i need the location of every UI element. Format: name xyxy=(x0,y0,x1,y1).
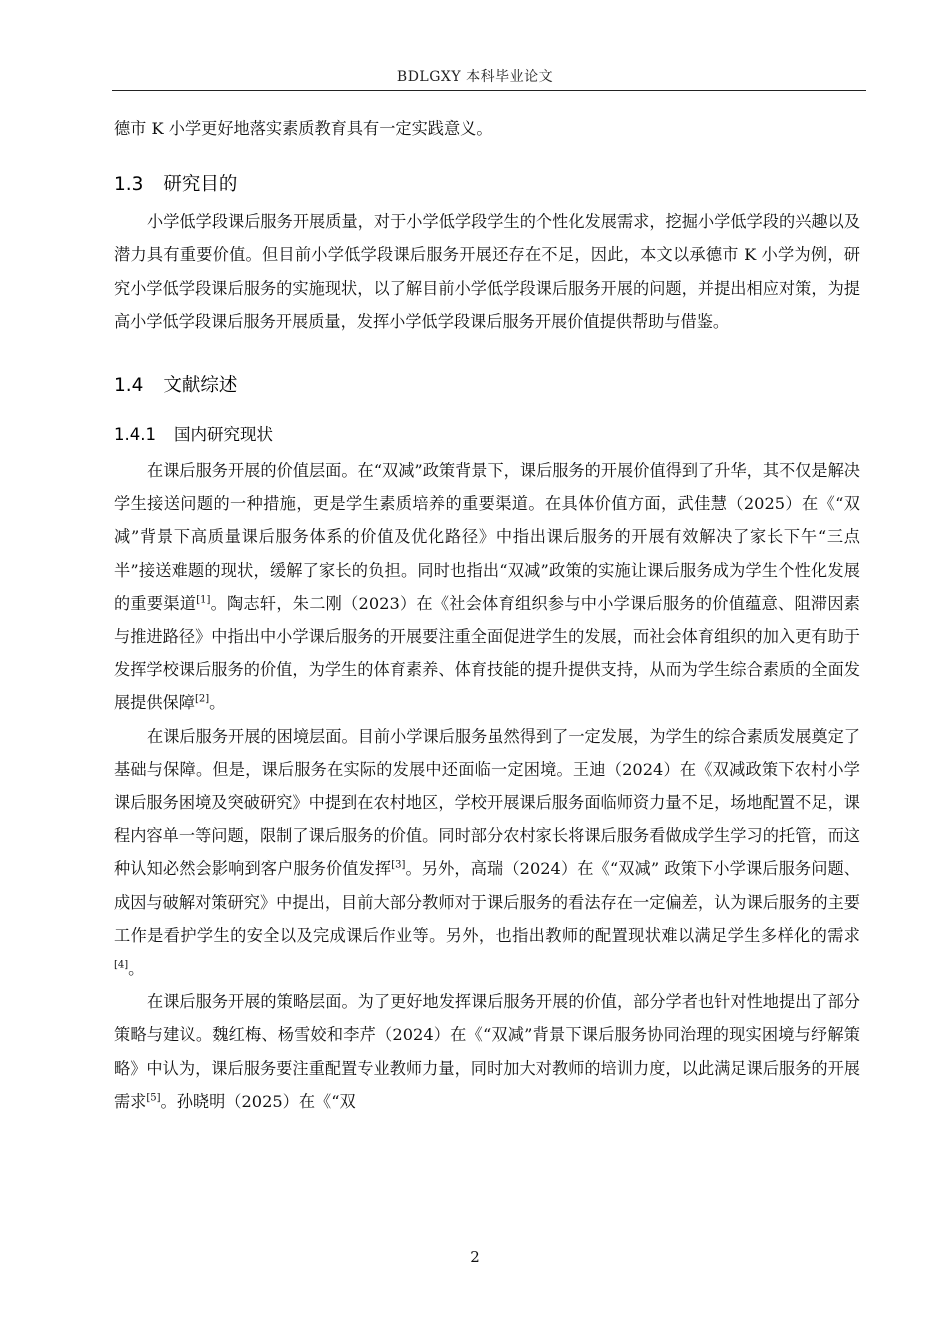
paragraph-text: 。另外，高瑞（2024）在《“双减” 政策下小学课后服务问题、成因与破解对策研究》中提出，目前大部分教师对于课后服务的看法存在一定偏差，认为课后服务的主要工作是看护学生的安全以及完成课后作业等。另外，也指出教师的配置现状难以满足学生多样化的需求 xyxy=(114,859,860,945)
paragraph-value-level xyxy=(114,454,860,720)
section-number: 1.3 xyxy=(114,174,144,196)
section-heading-1-3 xyxy=(114,167,860,203)
section-title: 研究目的 xyxy=(163,174,238,196)
paragraph-text: 。 xyxy=(209,693,226,713)
paragraph-text: 。陶志轩，朱二刚（2023）在《社会体育组织参与中小学课后服务的价值蕴意、阻滞因素与推进路径》中指出中小学课后服务的开展要注重全面促进学生的发展，而社会体育组织的加入更有助于发挥学校课后服务的价值，为学生的体育素养、体育技能的提升提供支持，从而为学生综合素质的全面发展提供保障 xyxy=(114,593,860,713)
paragraph-research-purpose: 小学低学段课后服务开展质量，对于小学低学段学生的个性化发展需求，挖掘小学低学段的兴趣以及潜力具有重要价值。但目前小学低学段课后服务开展还存在不足，因此，本文以承德市 K 小学为例，研究小学低学段课后服务的实施现状，以了解目前小学低学段课后服务开展的问题，并提出相应对策，为提高小学低学段课后服务开展质量，发挥小学低学段课后服务开展价值提供帮助与借鉴。 xyxy=(114,212,860,331)
section-title: 文献综述 xyxy=(163,375,238,397)
section-heading-1-4 xyxy=(114,368,860,404)
citation-ref-1: [1] xyxy=(196,594,211,606)
paragraph-text: 。孙晓明（2025）在《“双 xyxy=(160,1091,356,1111)
paragraph-dilemma-level xyxy=(114,720,860,986)
citation-ref-5: [5] xyxy=(146,1092,161,1104)
section-number: 1.4 xyxy=(114,375,144,397)
paragraph-strategy-level xyxy=(114,985,860,1118)
subsection-heading-1-4-1 xyxy=(114,418,860,452)
header-divider xyxy=(112,90,866,91)
paragraph-text: 。 xyxy=(128,959,145,979)
page-body xyxy=(114,112,860,1118)
subsection-title: 国内研究现状 xyxy=(173,425,273,445)
intro-line: 德市 K 小学更好地落实素质教育具有一定实践意义。 xyxy=(114,119,493,138)
citation-ref-2: [2] xyxy=(194,694,210,706)
citation-ref-4: [4] xyxy=(114,959,129,971)
paragraph-text: 在课后服务开展的价值层面。在“双减”政策背景下，课后服务的开展价值得到了升华，其不仅是解决学生接送问题的一种措施，更是学生素质培养的重要渠道。在具体价值方面，武佳慧（2025）在《“双减”背景下高质量课后服务体系的价值及优化路径》中指出课后服务的开展有效解决了家长下午“三点半”接送难题的现状，缓解了家长的负担。同时也指出“双减”政策的实施让课后服务成为学生个性化发展的重要渠道 xyxy=(114,461,860,613)
paragraph-text: 在课后服务开展的策略层面。为了更好地发挥课后服务开展的价值，部分学者也针对性地提出了部分策略与建议。魏红梅、杨雪姣和李芹（2024）在《“双减”背景下课后服务协同治理的现实困境与纾解策略》中认为，课后服务要注重配置专业教师力量，同时加大对教师的培训力度，以此满足课后服务的开展需求 xyxy=(114,992,860,1111)
page-number: 2 xyxy=(470,1248,480,1266)
citation-ref-3: [3] xyxy=(391,860,406,872)
subsection-number: 1.4.1 xyxy=(114,425,156,445)
running-header: BDLGXY 本科毕业论文 xyxy=(396,69,554,85)
paragraph-text: 在课后服务开展的困境层面。目前小学课后服务虽然得到了一定发展，为学生的综合素质发展奠定了基础与保障。但是，课后服务在实际的发展中还面临一定困境。王迪（2024）在《双减政策下农村小学课后服务困境及突破研究》中提到在农村地区，学校开展课后服务面临师资力量不足，场地配置不足，课程内容单一等问题，限制了课后服务的价值。同时部分农村家长将课后服务看做成学生学习的托管，而这种认知必然会影响到客户服务价值发挥 xyxy=(114,726,860,879)
